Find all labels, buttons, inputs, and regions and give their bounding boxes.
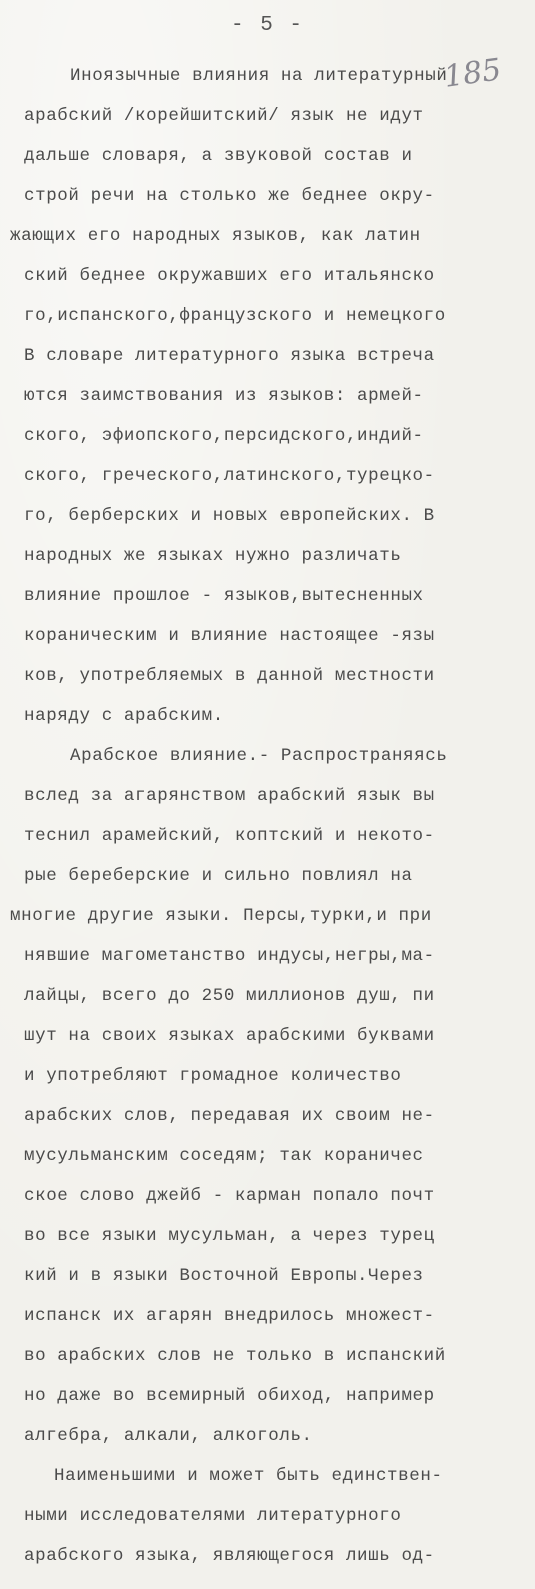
text-line: жающих его народных языков, как латин xyxy=(10,226,421,246)
handwritten-archive-mark: 185 xyxy=(441,52,504,95)
text-line: алгебра, алкали, алкоголь. xyxy=(24,1426,313,1446)
text-line: В словаре литературного языка встреча xyxy=(24,346,435,366)
text-line: шут на своих языках арабскими буквами xyxy=(24,1026,435,1046)
text-line: вслед за агарянством арабский язык вы xyxy=(24,786,435,806)
text-line: дальше словаря, а звуковой состав и xyxy=(24,146,413,166)
text-line: Арабское влияние.- Распространяясь xyxy=(70,746,448,766)
text-line: арабского языка, являющегося лишь од- xyxy=(24,1546,435,1566)
text-line: ское слово джейб - карман попало почт xyxy=(24,1186,435,1206)
text-line: мусульманским соседям; так кораничес xyxy=(24,1146,424,1166)
text-line: Наименьшими и может быть единствен- xyxy=(54,1466,443,1486)
text-line: рые береберские и сильно повлиял на xyxy=(24,866,413,886)
text-line: арабских слов, передавая их своим не- xyxy=(24,1106,435,1126)
text-line: и употребляют громадное количество xyxy=(24,1066,402,1086)
text-line: кий и в языки Восточной Европы.Через xyxy=(24,1266,424,1286)
text-line: во арабских слов не только в испанский xyxy=(24,1346,446,1366)
text-line: ского, эфиопского,персидского,индий- xyxy=(24,426,424,446)
text-line: ными исследователями литературного xyxy=(24,1506,402,1526)
text-line: кораническим и влияние настоящее -язы xyxy=(24,626,435,646)
text-line: но даже во всемирный обиход, например xyxy=(24,1386,435,1406)
text-line: лайцы, всего до 250 миллионов душ, пи xyxy=(24,986,435,1006)
text-line: влияние прошлое - языков,вытесненных xyxy=(24,586,424,606)
text-line: во все языки мусульман, а через турец xyxy=(24,1226,435,1246)
text-line: Иноязычные влияния на литературный xyxy=(70,66,448,86)
text-line: ков, употребляемых в данной местности xyxy=(24,666,435,686)
text-line: ский беднее окружавших его итальянско xyxy=(24,266,435,286)
text-line: теснил арамейский, коптский и некото- xyxy=(24,826,435,846)
text-line: ского, греческого,латинского,турецко- xyxy=(24,466,435,486)
text-line: ются заимствования из языков: армей- xyxy=(24,386,424,406)
body-text xyxy=(10,56,524,1576)
text-line: испанск их агарян внедрилось множест- xyxy=(24,1306,435,1326)
text-line: го,испанского,французского и немецкого xyxy=(24,306,446,326)
text-line: го, берберских и новых европейских. В xyxy=(24,506,435,526)
text-line: нявшие магометанство индусы,негры,ма- xyxy=(24,946,435,966)
text-line: арабский /корейшитский/ язык не идут xyxy=(24,106,424,126)
text-line: наряду с арабским. xyxy=(24,706,224,726)
text-line: народных же языках нужно различать xyxy=(24,546,402,566)
page-number: - 5 - xyxy=(230,14,304,37)
text-line: строй речи на столько же беднее окру- xyxy=(24,186,435,206)
text-line: многие другие языки. Персы,турки,и при xyxy=(10,906,432,926)
